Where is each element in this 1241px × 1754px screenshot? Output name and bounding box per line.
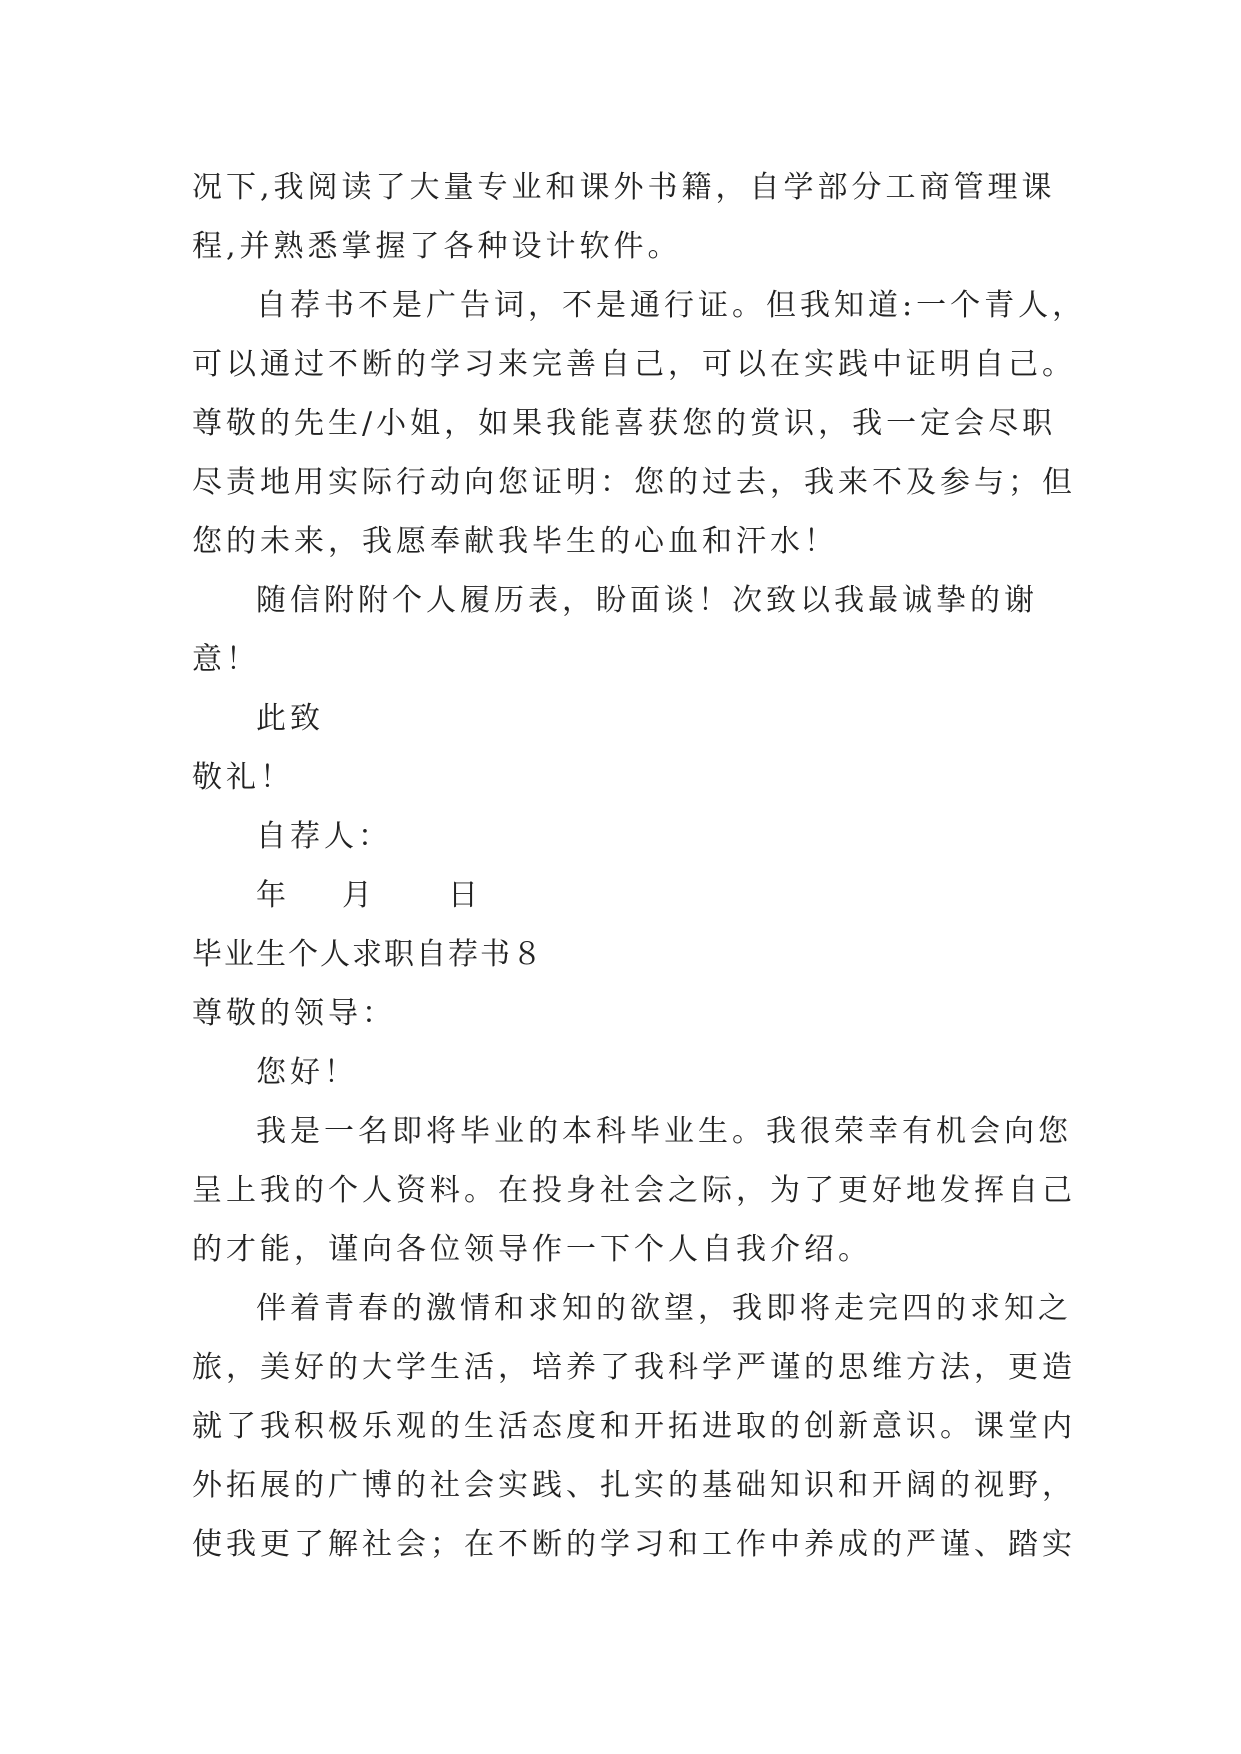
text-line: 呈上我的个人资料。在投身社会之际，为了更好地发挥自己 bbox=[192, 1173, 1076, 1208]
greeting-addressee: 尊敬的领导： bbox=[192, 996, 396, 1031]
text-line: 旅，美好的大学生活，培养了我科学严谨的思维方法，更造 bbox=[192, 1350, 1076, 1385]
section-title: 毕业生个人求职自荐书８ bbox=[192, 937, 544, 972]
date-line bbox=[192, 866, 1052, 925]
text-line: 使我更了解社会；在不断的学习和工作中养成的严谨、踏实 bbox=[192, 1527, 1076, 1562]
text-line: 可以通过不断的学习来完善自己，可以在实践中证明自己。 bbox=[192, 347, 1076, 382]
text-line: 意！ bbox=[192, 642, 260, 677]
signature-label: 自荐人： bbox=[256, 819, 392, 854]
text-line: 尊敬的先生/小姐，如果我能喜获您的赏识，我一定会尽职 bbox=[192, 406, 1057, 441]
closing-phrase: 此致 bbox=[256, 701, 324, 736]
date-month: 月 bbox=[342, 878, 376, 913]
document-body bbox=[192, 158, 1087, 1574]
text-line: 况下,我阅读了大量专业和课外书籍，自学部分工商管理课 bbox=[192, 170, 1056, 205]
date-day: 日 bbox=[448, 878, 482, 913]
text-line: 就了我积极乐观的生活态度和开拓进取的创新意识。课堂内 bbox=[192, 1409, 1076, 1444]
text-line: 尽责地用实际行动向您证明：您的过去，我来不及参与；但 bbox=[192, 465, 1076, 500]
salutation-closing: 敬礼！ bbox=[192, 760, 294, 795]
paragraph-start: 随信附附个人履历表，盼面谈！次致以我最诚挚的谢 bbox=[256, 583, 1038, 618]
greeting-hello: 您好！ bbox=[256, 1055, 358, 1090]
date-year: 年 bbox=[256, 878, 290, 913]
paragraph-start: 我是一名即将毕业的本科毕业生。我很荣幸有机会向您 bbox=[256, 1114, 1072, 1149]
text-line: 程,并熟悉掌握了各种设计软件。 bbox=[192, 229, 682, 264]
text-line: 外拓展的广博的社会实践、扎实的基础知识和开阔的视野， bbox=[192, 1468, 1076, 1503]
paragraph-start: 自荐书不是广告词，不是通行证。但我知道:一个青人， bbox=[256, 288, 1087, 323]
text-line: 的才能，谨向各位领导作一下个人自我介绍。 bbox=[192, 1232, 872, 1267]
text-line: 您的未来，我愿奉献我毕生的心血和汗水！ bbox=[192, 524, 838, 559]
paragraph-start: 伴着青春的激情和求知的欲望，我即将走完四的求知之 bbox=[256, 1291, 1072, 1326]
